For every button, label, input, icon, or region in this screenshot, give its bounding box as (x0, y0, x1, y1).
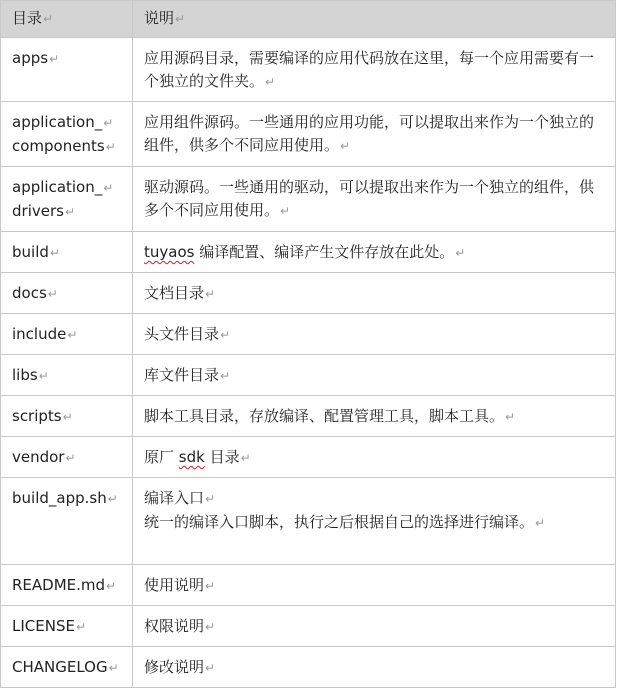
desc-prefix-text: 原厂 (144, 448, 179, 466)
cell-dir (1, 38, 133, 102)
header-desc: 说明↵ (133, 1, 616, 38)
desc-text: 修改说明 (144, 658, 205, 676)
dir-text: include (12, 325, 67, 343)
cell-dir (1, 437, 133, 478)
paragraph-mark-icon: ↵ (535, 516, 546, 530)
table-row (1, 355, 616, 396)
table-row (1, 167, 616, 232)
paragraph-mark-icon: ↵ (49, 246, 60, 260)
dir-text: vendor (12, 448, 65, 466)
paragraph-mark-icon: ↵ (64, 205, 76, 219)
cell-desc (133, 437, 616, 478)
dir-text: LICENSE (12, 617, 75, 635)
dir-text: README.md (12, 576, 106, 594)
desc-text: 使用说明 (144, 576, 205, 594)
dir-text: build (12, 243, 49, 261)
cell-dir (1, 355, 133, 396)
paragraph-mark-icon: ↵ (49, 52, 60, 66)
cell-desc (133, 606, 616, 647)
desc-text: 目录 (204, 448, 240, 466)
desc-text: 编译入口 (144, 489, 205, 507)
cell-desc (133, 273, 616, 314)
paragraph-mark-icon: ↵ (108, 661, 119, 675)
desc-text: 脚本工具目录，存放编译、配置管理工具，脚本工具。 (144, 407, 505, 425)
cell-dir (1, 606, 133, 647)
header-dir: 目录↵ (1, 1, 133, 38)
paragraph-mark-icon: ↵ (265, 75, 276, 89)
paragraph-mark-icon: ↵ (62, 410, 73, 424)
table-header-row (1, 1, 616, 38)
cell-dir (1, 478, 133, 565)
paragraph-mark-icon: ↵ (43, 12, 54, 26)
desc-text: 驱动源码。一些通用的驱动，可以提取出来作为一个独立的组件，供多个不同应用使用。 (144, 178, 595, 219)
paragraph-mark-icon: ↵ (65, 451, 76, 465)
paragraph-mark-icon: ↵ (205, 661, 216, 675)
dir-text: build_app.sh (12, 489, 107, 507)
paragraph-mark-icon: ↵ (103, 116, 114, 130)
cell-dir (1, 232, 133, 273)
paragraph-mark-icon: ↵ (205, 620, 216, 634)
dir-text: CHANGELOG (12, 658, 108, 676)
table-body (1, 38, 616, 688)
dir-text: components (12, 137, 105, 155)
paragraph-mark-icon: ↵ (220, 328, 231, 342)
cell-dir (1, 565, 133, 606)
table-row (1, 565, 616, 606)
dir-text: docs (12, 284, 47, 302)
cell-desc (133, 478, 616, 565)
desc-text: 权限说明 (144, 617, 205, 635)
dir-text: application_ (12, 113, 103, 131)
desc-text: 统一的编译入口脚本，执行之后根据自己的选择进行编译。 (144, 513, 535, 531)
paragraph-mark-icon: ↵ (220, 369, 231, 383)
cell-desc (133, 565, 616, 606)
paragraph-mark-icon: ↵ (205, 579, 216, 593)
paragraph-mark-icon: ↵ (205, 287, 216, 301)
paragraph-mark-icon: ↵ (106, 579, 117, 593)
cell-desc (133, 102, 616, 167)
table-row (1, 478, 616, 565)
paragraph-mark-icon: ↵ (340, 139, 351, 153)
spellcheck-word: tuyaos (144, 243, 195, 261)
paragraph-mark-icon: ↵ (505, 410, 516, 424)
cell-desc (133, 647, 616, 688)
paragraph-mark-icon: ↵ (107, 492, 118, 506)
desc-text: 应用组件源码。一些通用的应用功能，可以提取出来作为一个独立的组件，供多个不同应用使用。 (144, 113, 595, 154)
table-row (1, 314, 616, 355)
paragraph-mark-icon: ↵ (240, 451, 251, 465)
table-row (1, 396, 616, 437)
dir-text: application_ (12, 178, 103, 196)
paragraph-mark-icon: ↵ (38, 369, 49, 383)
table-row (1, 273, 616, 314)
paragraph-mark-icon: ↵ (175, 12, 186, 26)
table-row (1, 437, 616, 478)
cell-dir (1, 647, 133, 688)
cell-dir (1, 102, 133, 167)
desc-text: 应用源码目录，需要编译的应用代码放在这里，每一个应用需要有一个独立的文件夹。 (144, 49, 595, 90)
cell-dir (1, 396, 133, 437)
desc-text: 库文件目录 (144, 366, 220, 384)
dir-text: apps (12, 49, 49, 67)
desc-text: 文档目录 (144, 284, 205, 302)
dir-text: libs (12, 366, 38, 384)
dir-text: drivers (12, 202, 64, 220)
cell-dir (1, 273, 133, 314)
cell-desc (133, 38, 616, 102)
cell-dir (1, 314, 133, 355)
table-row (1, 102, 616, 167)
desc-text: 编译配置、编译产生文件存放在此处。 (194, 243, 455, 261)
paragraph-mark-icon: ↵ (280, 204, 291, 218)
cell-desc (133, 232, 616, 273)
table-row (1, 38, 616, 102)
paragraph-mark-icon: ↵ (47, 287, 58, 301)
paragraph-mark-icon: ↵ (75, 620, 87, 634)
paragraph-mark-icon: ↵ (67, 328, 78, 342)
dir-text: scripts (12, 407, 62, 425)
cell-desc (133, 314, 616, 355)
table-row (1, 647, 616, 688)
cell-dir (1, 167, 133, 232)
table-row (1, 232, 616, 273)
cell-desc (133, 355, 616, 396)
desc-text: 头文件目录 (144, 325, 220, 343)
paragraph-mark-icon: ↵ (103, 181, 114, 195)
paragraph-mark-icon: ↵ (455, 246, 466, 260)
table-row (1, 606, 616, 647)
cell-desc (133, 167, 616, 232)
paragraph-mark-icon: ↵ (205, 492, 216, 506)
spellcheck-word: sdk (178, 448, 205, 466)
paragraph-mark-icon: ↵ (105, 140, 116, 154)
cell-desc (133, 396, 616, 437)
